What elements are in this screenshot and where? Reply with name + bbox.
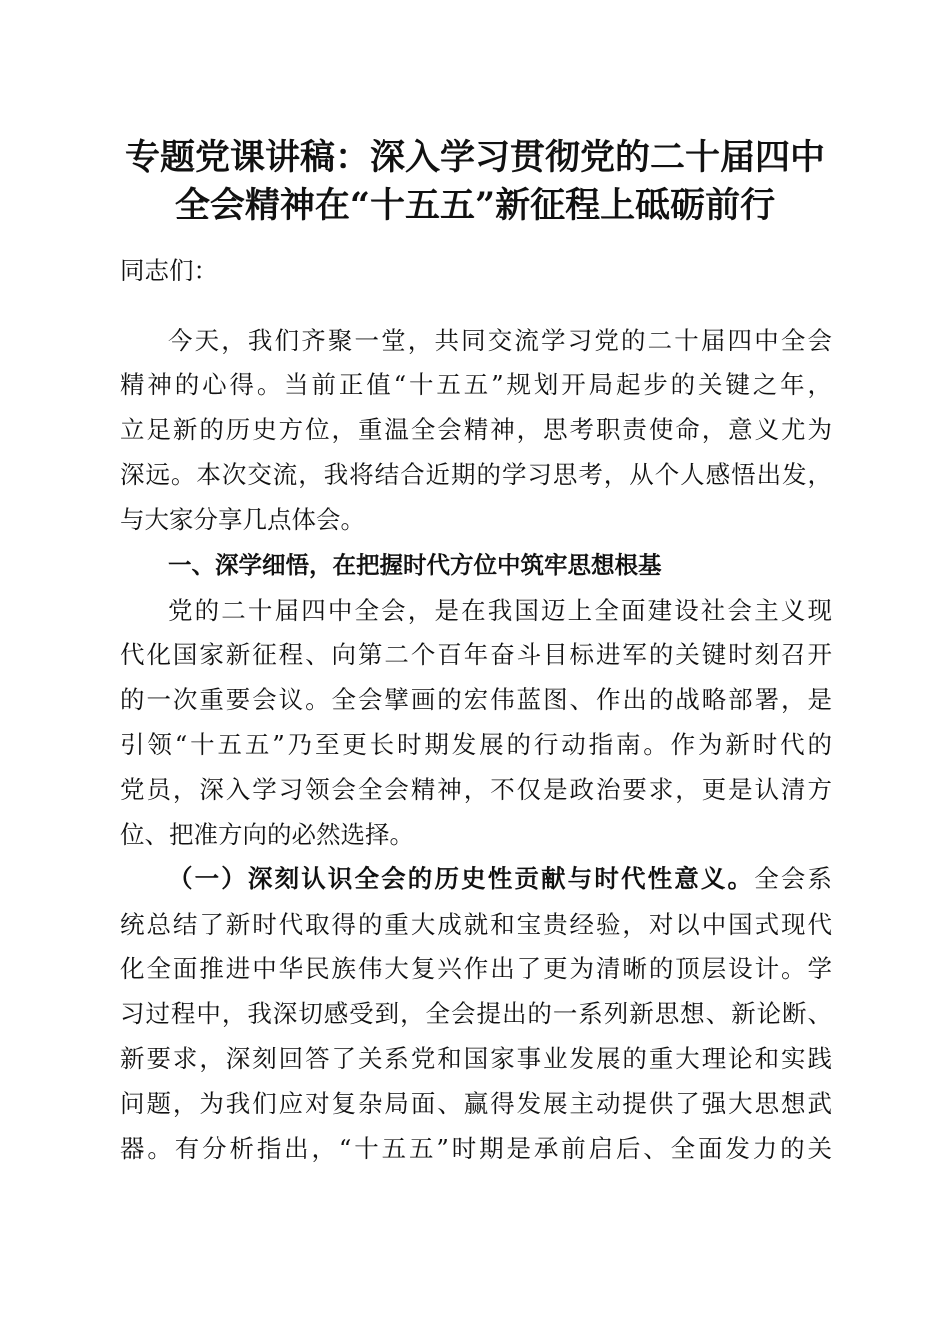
subsection-1-line: 统总结了新时代取得的重大成就和宝贵经验，对以中国式现代 <box>120 910 832 939</box>
salutation: 同志们： <box>120 256 218 285</box>
intro-line: 今天，我们齐聚一堂，共同交流学习党的二十届四中全会 <box>168 326 832 355</box>
section-1-line: 代化国家新征程、向第二个百年奋斗目标进军的关键时刻召开 <box>120 640 832 669</box>
section-1-line: 党的二十届四中全会，是在我国迈上全面建设社会主义现 <box>168 596 832 625</box>
subsection-1-line: 问题，为我们应对复杂局面、赢得发展主动提供了强大思想武 <box>120 1089 832 1118</box>
intro-line: 精神的心得。当前正值“十五五”规划开局起步的关键之年， <box>120 370 832 399</box>
subsection-1-line: 新要求，深刻回答了关系党和国家事业发展的重大理论和实践 <box>120 1044 832 1073</box>
section-1-line: 党员，深入学习领会全会精神，不仅是政治要求，更是认清方 <box>120 775 832 804</box>
section-1-line: 的一次重要会议。全会擘画的宏伟蓝图、作出的战略部署，是 <box>120 685 832 714</box>
subsection-1-lead-rest: 全会系 <box>754 864 833 893</box>
subsection-1-line: 习过程中，我深切感受到，全会提出的一系列新思想、新论断、 <box>120 999 832 1028</box>
section-1-heading: 一、深学细悟，在把握时代方位中筑牢思想根基 <box>168 551 662 579</box>
intro-line: 与大家分享几点体会。 <box>120 505 365 534</box>
subsection-1-line: 器。有分析指出，“十五五”时期是承前启后、全面发力的关 <box>120 1134 832 1163</box>
subsection-1-line: 化全面推进中华民族伟大复兴作出了更为清晰的顶层设计。学 <box>120 954 832 983</box>
subsection-1-first-line <box>168 864 832 894</box>
document-title-line-2: 全会精神在“十五五”新征程上砥砺前行 <box>174 185 776 226</box>
section-1-line: 引领“十五五”乃至更长时期发展的行动指南。作为新时代的 <box>120 730 832 759</box>
subsection-1-heading: （一）深刻认识全会的历史性贡献与时代性意义。 <box>168 864 755 893</box>
section-1-line: 位、把准方向的必然选择。 <box>120 820 414 849</box>
document-title-line-1: 专题党课讲稿：深入学习贯彻党的二十届四中 <box>124 137 825 178</box>
intro-line: 立足新的历史方位，重温全会精神，思考职责使命，意义尤为 <box>120 415 832 444</box>
intro-line: 深远。本次交流，我将结合近期的学习思考，从个人感悟出发， <box>120 460 832 489</box>
